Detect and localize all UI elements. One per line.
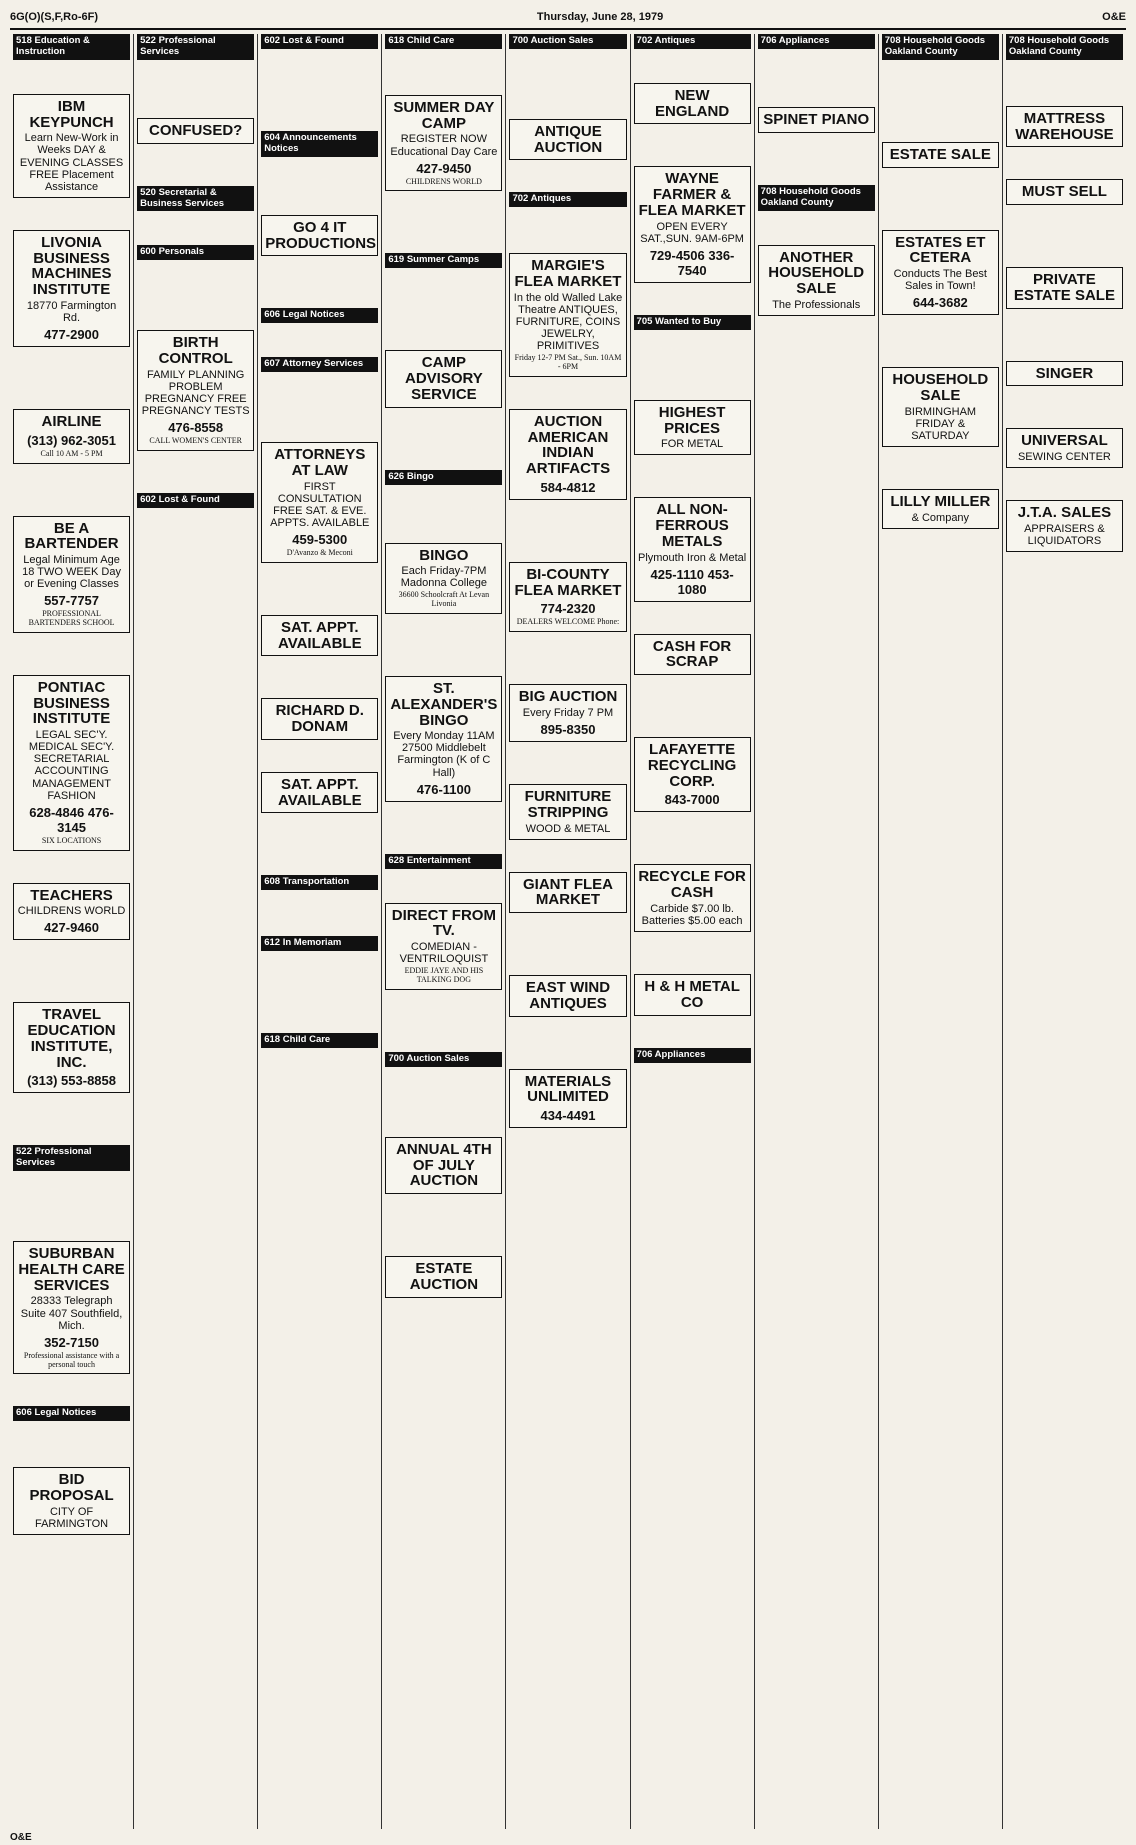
display-ad: [634, 974, 751, 1016]
classified-listing-text: [261, 372, 378, 438]
ad-headline: ANTIQUE AUCTION: [533, 122, 603, 156]
ad-headline: SINGER: [1035, 364, 1094, 382]
classified-listing-text: [634, 128, 751, 162]
ad-headline: ATTORNEYS AT LAW: [274, 446, 366, 479]
classified-listing-text: [385, 268, 502, 346]
ad-headline: ESTATE SALE: [889, 145, 991, 163]
classified-columns: [10, 34, 1126, 1829]
classified-listing-text: [634, 679, 751, 733]
ad-headline: AIRLINE: [41, 413, 102, 430]
masthead-date: Thursday, June 28, 1979: [536, 11, 664, 23]
classified-listing-text: [385, 1346, 502, 1829]
classified-listing-text: [758, 49, 875, 103]
ad-headline: LAFAYETTE RECYCLING CORP.: [647, 741, 737, 790]
masthead-paper: O&E: [1102, 11, 1126, 23]
display-ad: [1006, 179, 1123, 205]
classified-listing-text: [261, 1048, 378, 1102]
footer-paper-name: O&E: [10, 1832, 32, 1843]
ad-phone: 843-7000: [664, 792, 720, 808]
classified-listing-text: [13, 1539, 130, 1563]
classified-listing-text: [261, 323, 378, 353]
ad-headline: ESTATE AUCTION: [409, 1260, 479, 1293]
ad-subline: Conducts The Best Sales in Town!: [893, 268, 987, 293]
ad-headline: RICHARD D. DONAM: [275, 702, 364, 736]
display-ad: [634, 634, 751, 676]
classified-listing-text: [634, 816, 751, 860]
section-header: 628 Entertainment: [385, 854, 502, 869]
display-ad: [509, 784, 626, 840]
classified-listing-text: [385, 1198, 502, 1252]
display-ad: [509, 1069, 626, 1129]
classified-listing-text: [509, 207, 626, 249]
ad-subline: 28333 Telegraph Suite 407 Southfield, Mich.: [20, 1295, 123, 1332]
classified-listing-text: [261, 951, 378, 1029]
ad-headline: BI-COUNTY FLEA MARKET: [514, 565, 622, 599]
display-ad: [385, 1256, 502, 1298]
classified-listing-text: [758, 137, 875, 181]
ad-phone: 557-7757: [44, 593, 100, 609]
ad-headline: BIG AUCTION: [518, 688, 618, 706]
classified-listing-text: [385, 412, 502, 466]
section-header: 702 Antiques: [634, 34, 751, 49]
section-header: 700 Auction Sales: [509, 34, 626, 49]
classified-listing-text: [634, 936, 751, 970]
classified-listing-text: [261, 260, 378, 304]
ad-phone: 459-5300: [292, 531, 348, 547]
classified-listing-text: [1006, 313, 1123, 357]
section-header: 626 Bingo: [385, 470, 502, 485]
classified-listing-text: [1006, 556, 1123, 610]
ad-note: 36600 Schoolcraft At Levan Livonia: [398, 590, 490, 609]
section-header: 604 Announcements Notices: [261, 131, 378, 157]
ad-headline: PRIVATE ESTATE SALE: [1013, 271, 1115, 304]
classified-listing-text: [385, 618, 502, 672]
ad-phone: 774-2320: [540, 601, 596, 617]
ad-headline: GO 4 IT PRODUCTIONS: [265, 218, 377, 252]
ad-subline: OPEN EVERY SAT.,SUN. 9AM-6PM: [640, 220, 744, 245]
classified-column: [133, 34, 257, 1829]
ad-note: SIX LOCATIONS: [41, 835, 102, 845]
display-ad: [509, 872, 626, 914]
ad-headline: WAYNE FARMER & FLEA MARKET: [638, 170, 746, 219]
display-ad: [261, 442, 378, 563]
ad-subline: Plymouth Iron & Metal: [637, 551, 747, 564]
ad-headline: ANNUAL 4TH OF JULY AUCTION: [396, 1140, 492, 1190]
display-ad: [634, 166, 751, 282]
display-ad: [509, 975, 626, 1017]
classified-listing-text: [634, 459, 751, 493]
ad-subline: Legal Minimum Age 18 TWO WEEK Day or Evening Classes: [22, 554, 121, 591]
ad-headline: HIGHEST PRICES: [658, 403, 726, 437]
section-header: 518 Education & Instruction: [13, 34, 130, 60]
classified-listing-text: [509, 746, 626, 780]
display-ad: [634, 864, 751, 932]
classified-listing-text: [137, 260, 254, 326]
classified-listing-text: [882, 557, 999, 1829]
display-ad: [1006, 500, 1123, 552]
ad-phone: 477-2900: [44, 327, 100, 342]
ad-subline: BIRMINGHAM FRIDAY & SATURDAY: [904, 405, 977, 442]
ad-headline: SAT. APPT. AVAILABLE: [277, 775, 362, 809]
ad-phone: 895-8350: [540, 722, 596, 738]
section-header: 612 In Memoriam: [261, 936, 378, 951]
classified-listing-text: [634, 1105, 751, 1829]
ad-subline: In the old Walled Lake Theatre ANTIQUES, FURNITURE, COINS JEWELRY, PRIMITIVES: [513, 291, 623, 353]
display-ad: [509, 119, 626, 161]
section-header: 702 Antiques: [509, 192, 626, 207]
ad-phone: 427-9460: [44, 920, 100, 936]
ad-phone: 644-3682: [912, 295, 968, 311]
ad-subline: 18770 Farmington Rd.: [26, 299, 117, 324]
section-header: 606 Legal Notices: [261, 308, 378, 323]
classified-listing-text: [634, 606, 751, 630]
classified-listing-text: [385, 806, 502, 850]
section-header: 600 Personals: [137, 245, 254, 260]
ad-headline: DIRECT FROM TV.: [391, 906, 496, 940]
ad-headline: GIANT FLEA MARKET: [522, 875, 613, 909]
ad-headline: CASH FOR SCRAP: [652, 637, 732, 671]
classified-listing-text: [509, 1166, 626, 1829]
classified-listing-text: [261, 567, 378, 611]
ad-phone: 628-4846 476-3145: [29, 804, 114, 835]
ad-subline: Every Friday 7 PM: [522, 706, 614, 719]
display-ad: [509, 409, 626, 500]
display-ad: [882, 367, 999, 447]
classified-listing-text: [509, 164, 626, 188]
display-ad: [385, 95, 502, 191]
classified-listing-text: [137, 550, 254, 1829]
ad-note: CHILDRENS WORLD: [405, 176, 482, 186]
classified-listing-text: [385, 1067, 502, 1133]
ad-headline: FURNITURE STRIPPING: [524, 788, 612, 821]
classified-listing-text: [137, 60, 254, 114]
classified-listing-text: [882, 319, 999, 363]
ad-note: DEALERS WELCOME Phone:: [516, 617, 620, 627]
section-header: 700 Auction Sales: [385, 1052, 502, 1067]
display-ad: [261, 615, 378, 657]
ad-subline: SEWING CENTER: [1017, 451, 1111, 464]
ad-headline: RECYCLE FOR CASH: [638, 868, 746, 902]
display-ad: [13, 1241, 130, 1374]
masthead-page-code: 6G(O)(S,F,Ro-6F): [10, 11, 98, 23]
section-header: 618 Child Care: [261, 1033, 378, 1048]
ad-subline: FAMILY PLANNING PROBLEM PREGNANCY FREE PREGNANCY TESTS: [141, 368, 250, 418]
ad-headline: NEW ENGLAND: [655, 86, 730, 120]
classified-listing-text: [1006, 390, 1123, 424]
ad-headline: PONTIAC BUSINESS INSTITUTE: [32, 678, 111, 728]
classified-listing-text: [137, 455, 254, 489]
section-header: 602 Lost & Found: [137, 493, 254, 508]
classified-listing-text: [261, 817, 378, 871]
display-ad: [509, 684, 626, 742]
classified-listing-text: [385, 869, 502, 899]
display-ad: [634, 737, 751, 812]
ad-headline: ESTATES ET CETERA: [895, 233, 986, 267]
classified-listing-text: [385, 49, 502, 91]
ad-subline: Learn New-Work in Weeks DAY & EVENING CLASSES FREE Placement Assistance: [19, 132, 124, 193]
classified-listing-text: [634, 287, 751, 311]
section-header: 602 Lost & Found: [261, 34, 378, 49]
display-ad: [13, 883, 130, 941]
ad-headline: LIVONIA BUSINESS MACHINES INSTITUTE: [31, 233, 112, 299]
ad-headline: SUBURBAN HEALTH CARE SERVICES: [18, 1245, 125, 1294]
ad-headline: BID PROPOSAL: [29, 1471, 114, 1505]
ad-subline: APPRAISERS & LIQUIDATORS: [1024, 522, 1105, 548]
display-ad: [385, 543, 502, 615]
ad-headline: BE A BARTENDER: [24, 519, 119, 553]
ad-headline: ALL NON-FERROUS METALS: [655, 501, 729, 550]
classified-listing-text: [509, 636, 626, 680]
classified-column: [10, 34, 133, 1829]
display-ad: [13, 1467, 130, 1535]
section-header: 706 Appliances: [634, 1048, 751, 1063]
display-ad: [13, 516, 130, 633]
ad-headline: EAST WIND ANTIQUES: [525, 979, 611, 1012]
section-header: 705 Wanted to Buy: [634, 315, 751, 330]
display-ad: [385, 676, 502, 802]
classified-listing-text: [13, 1378, 130, 1402]
ad-headline: CONFUSED?: [148, 121, 243, 139]
classified-column: [754, 34, 878, 1829]
ad-headline: MUST SELL: [1021, 183, 1107, 201]
ad-phone: 434-4491: [540, 1108, 596, 1124]
classified-listing-text: [261, 660, 378, 694]
classified-listing-text: [13, 855, 130, 879]
ad-headline: IBM KEYPUNCH: [29, 97, 114, 131]
classified-listing-text: [261, 890, 378, 932]
ad-headline: MATTRESS WAREHOUSE: [1015, 109, 1114, 143]
ad-headline: AUCTION AMERICAN INDIAN ARTIFACTS: [525, 412, 611, 478]
classified-listing-text: [261, 49, 378, 127]
display-ad: [634, 83, 751, 125]
ad-subline: WOOD & METAL: [525, 822, 611, 835]
display-ad: [758, 245, 875, 316]
classified-column: [630, 34, 754, 1829]
classified-listing-text: [509, 844, 626, 868]
ad-headline: BINGO: [419, 546, 469, 564]
section-header: 618 Child Care: [385, 34, 502, 49]
ad-headline: SPINET PIANO: [763, 110, 870, 128]
display-ad: [385, 903, 502, 990]
ad-headline: SUMMER DAY CAMP: [393, 98, 495, 132]
ad-headline: SAT. APPT. AVAILABLE: [277, 618, 362, 652]
classified-listing-text: [882, 60, 999, 138]
classified-listing-text: [137, 211, 254, 241]
section-header: 607 Attorney Services: [261, 357, 378, 372]
ad-phone: 584-4812: [540, 479, 596, 495]
ad-phone: 352-7150: [44, 1334, 100, 1350]
ad-note: Call 10 AM - 5 PM: [40, 448, 103, 458]
classified-column: [381, 34, 505, 1829]
classified-listing-text: [137, 508, 254, 550]
ad-subline: FIRST CONSULTATION FREE SAT. & EVE. APPTS. AVAILABLE: [270, 480, 370, 529]
display-ad: [882, 489, 999, 529]
classified-listing-text: [1006, 472, 1123, 496]
ad-phone: 425-1110 453-1080: [650, 566, 734, 597]
ad-subline: COMEDIAN - VENTRILOQUIST: [399, 941, 489, 966]
classified-listing-text: [13, 1421, 130, 1463]
section-header: 606 Legal Notices: [13, 1406, 130, 1421]
classified-listing-text: [385, 195, 502, 249]
ad-subline: CHILDRENS WORLD: [17, 905, 126, 918]
classified-listing-text: [385, 994, 502, 1048]
display-ad: [137, 118, 254, 144]
classified-listing-text: [385, 485, 502, 539]
display-ad: [13, 409, 130, 464]
display-ad: [261, 772, 378, 814]
display-ad: [137, 330, 254, 451]
ad-subline: Carbide $7.00 lb. Batteries $5.00 each: [641, 902, 743, 928]
ad-headline: HOUSEHOLD SALE: [892, 371, 989, 405]
ad-headline: MARGIE'S FLEA MARKET: [514, 257, 622, 291]
classified-listing-text: [758, 364, 875, 1829]
ad-subline: CITY OF FARMINGTON: [34, 1505, 109, 1530]
section-header: 522 Professional Services: [137, 34, 254, 60]
classified-listing-text: [758, 320, 875, 364]
display-ad: [13, 94, 130, 198]
ad-headline: J.T.A. SALES: [1017, 504, 1112, 522]
ad-subline: & Company: [911, 511, 970, 524]
ad-phone: (313) 553-8858: [27, 1073, 116, 1089]
ad-subline: The Professionals: [772, 298, 861, 311]
ad-headline: TRAVEL EDUCATION INSTITUTE, INC.: [27, 1006, 116, 1071]
display-ad: [1006, 361, 1123, 387]
classified-column: [257, 34, 381, 1829]
classified-listing-text: [261, 744, 378, 768]
display-ad: [882, 142, 999, 168]
classified-listing-text: [13, 1563, 130, 1829]
classified-listing-text: [509, 917, 626, 971]
ad-headline: CAMP ADVISORY SERVICE: [404, 354, 483, 403]
section-header: 708 Household Goods Oakland County: [882, 34, 999, 60]
display-ad: [634, 400, 751, 456]
ad-phone: 476-1100: [416, 781, 471, 797]
ad-note: PROFESSIONAL BARTENDERS SCHOOL: [28, 609, 115, 628]
classified-listing-text: [509, 49, 626, 115]
ad-phone: (313) 962-3051: [27, 432, 116, 448]
classified-listing-text: [758, 211, 875, 241]
display-ad: [13, 1002, 130, 1093]
classified-listing-text: [1006, 151, 1123, 175]
classified-listing-text: [634, 1063, 751, 1105]
section-header: 619 Summer Camps: [385, 253, 502, 268]
section-header: 708 Household Goods Oakland County: [758, 185, 875, 211]
ad-headline: BIRTH CONTROL: [158, 334, 233, 368]
classified-listing-text: [13, 60, 130, 90]
display-ad: [509, 253, 626, 377]
classified-listing-text: [634, 330, 751, 396]
classified-listing-text: [882, 451, 999, 485]
ad-note: Friday 12-7 PM Sat., Sun. 10AM - 6PM: [514, 353, 622, 372]
section-header: 608 Transportation: [261, 875, 378, 890]
classified-listing-text: [13, 351, 130, 405]
display-ad: [261, 215, 378, 257]
classified-listing-text: [385, 1302, 502, 1346]
classified-listing-text: [1006, 209, 1123, 263]
ad-headline: MATERIALS UNLIMITED: [524, 1072, 612, 1106]
ad-headline: LILLY MILLER: [890, 493, 991, 511]
ad-headline: ANOTHER HOUSEHOLD SALE: [768, 248, 865, 298]
display-ad: [1006, 267, 1123, 309]
classified-listing-text: [13, 202, 130, 226]
display-ad: [13, 230, 130, 347]
display-ad: [509, 562, 626, 632]
classified-listing-text: [261, 157, 378, 211]
section-header: 708 Household Goods Oakland County: [1006, 34, 1123, 60]
classified-listing-text: [509, 1132, 626, 1166]
display-ad: [13, 675, 130, 851]
classified-listing-text: [509, 1021, 626, 1065]
ad-note: D'Avanzo & Meconi: [286, 547, 353, 557]
classified-listing-text: [13, 944, 130, 998]
classified-listing-text: [509, 504, 626, 558]
classified-listing-text: [634, 1020, 751, 1044]
ad-note: EDDIE JAYE AND HIS TALKING DOG: [404, 966, 484, 985]
masthead: [10, 6, 1126, 30]
ad-phone: 476-8558: [168, 420, 224, 436]
ad-headline: H & H METAL CO: [644, 978, 740, 1011]
ad-subline: FOR METAL: [661, 438, 724, 451]
classified-listing-text: [882, 172, 999, 226]
classified-listing-text: [261, 1102, 378, 1829]
classified-column: [878, 34, 1002, 1829]
display-ad: [1006, 106, 1123, 148]
classified-listing-text: [509, 381, 626, 405]
display-ad: [882, 230, 999, 316]
ad-note: CALL WOMEN'S CENTER: [149, 436, 242, 446]
ad-phone: 729-4506 336-7540: [649, 247, 735, 278]
classified-column: [1002, 34, 1126, 1829]
ad-subline: REGISTER NOW Educational Day Care: [390, 133, 498, 158]
ad-note: Professional assistance with a personal touch: [23, 1350, 120, 1369]
ad-subline: Every Monday 11AM 27500 Middlebelt Farmington (K of C Hall): [393, 730, 495, 779]
ad-phone: 427-9450: [416, 160, 472, 176]
ad-headline: ST. ALEXANDER'S BINGO: [390, 680, 498, 729]
classified-listing-text: [13, 1171, 130, 1237]
classified-listing-text: [137, 148, 254, 182]
display-ad: [1006, 428, 1123, 468]
display-ad: [261, 698, 378, 740]
classified-listing-text: [634, 49, 751, 79]
classified-listing-text: [13, 1097, 130, 1141]
section-header: 520 Secretarial & Business Services: [137, 186, 254, 212]
classified-listing-text: [882, 533, 999, 557]
section-header: 522 Professional Services: [13, 1145, 130, 1171]
classified-listing-text: [1006, 60, 1123, 102]
ad-headline: UNIVERSAL: [1021, 432, 1108, 450]
classified-listing-text: [13, 468, 130, 512]
ad-subline: Each Friday-7PM Madonna College: [400, 565, 487, 590]
classified-column: [505, 34, 629, 1829]
display-ad: [758, 107, 875, 133]
display-ad: [385, 1137, 502, 1194]
ad-headline: TEACHERS: [30, 886, 113, 904]
ad-subline: LEGAL SEC'Y. MEDICAL SEC'Y. SECRETARIAL ACCOUNTING MANAGEMENT FASHION: [28, 729, 115, 802]
display-ad: [634, 497, 751, 601]
classified-listing-text: [13, 637, 130, 671]
section-header: 706 Appliances: [758, 34, 875, 49]
classified-listing-text: [1006, 610, 1123, 1829]
display-ad: [385, 350, 502, 407]
